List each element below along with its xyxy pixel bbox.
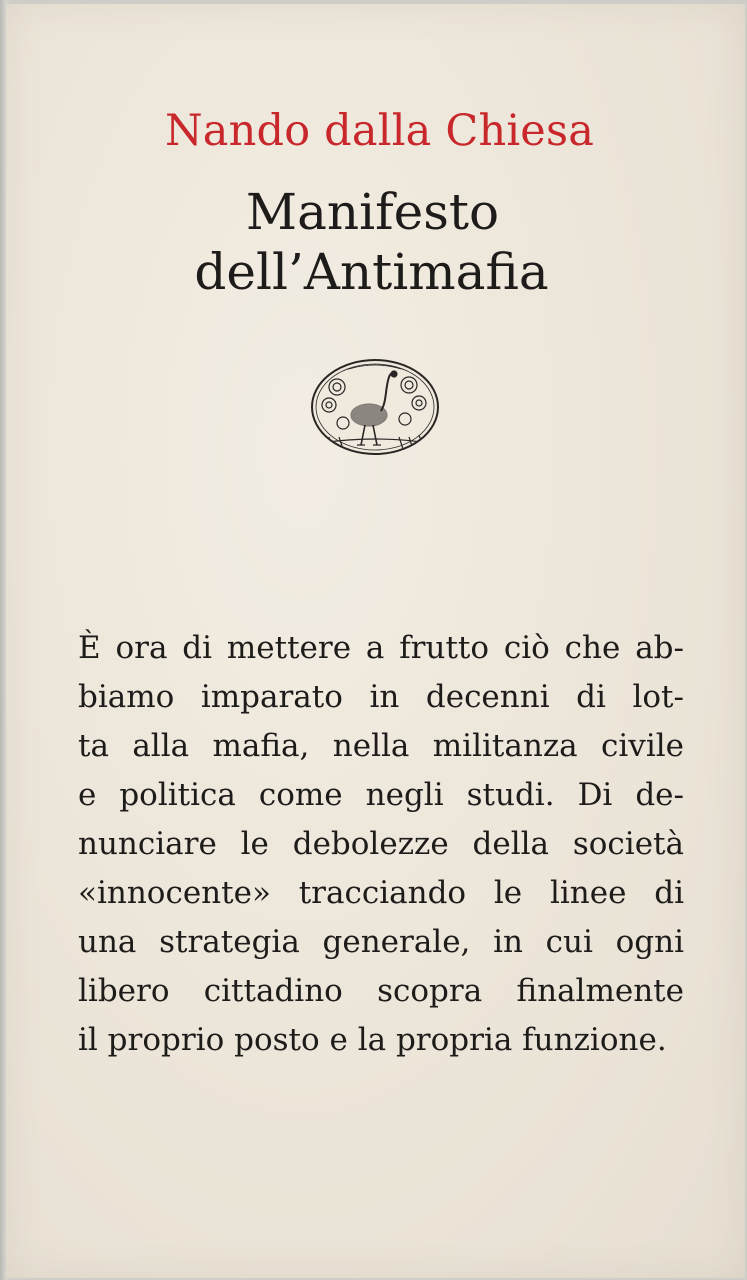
blurb-line: biamo imparato in decenni di lot-: [78, 679, 684, 715]
publisher-emblem-icon: [309, 357, 441, 457]
author-text: Nando dalla Chiesa: [164, 106, 595, 156]
blurb-line: il proprio posto e la propria funzione.: [78, 1022, 667, 1058]
blurb-line: e politica come negli studi. Di de-: [78, 777, 684, 813]
blurb-line: ta alla mafia, nella militanza civile: [78, 728, 684, 764]
back-cover-blurb: [78, 624, 684, 1065]
blurb-line: una strategia generale, in cui ogni: [78, 924, 684, 960]
blurb-line: libero cittadino scopra finalmente: [78, 973, 684, 1009]
book-cover: [6, 4, 745, 1278]
title-line-1: Manifesto: [245, 183, 500, 241]
author-name: [6, 106, 745, 156]
blurb-line: nunciare le debolezze della società: [78, 826, 684, 862]
title-line-2: dell’Antimafia: [194, 243, 549, 301]
blurb-line: «innocente» tracciando le linee di: [78, 875, 684, 911]
blurb-line: È ora di mettere a frutto ciò che ab-: [78, 630, 684, 666]
book-title: [6, 182, 745, 302]
